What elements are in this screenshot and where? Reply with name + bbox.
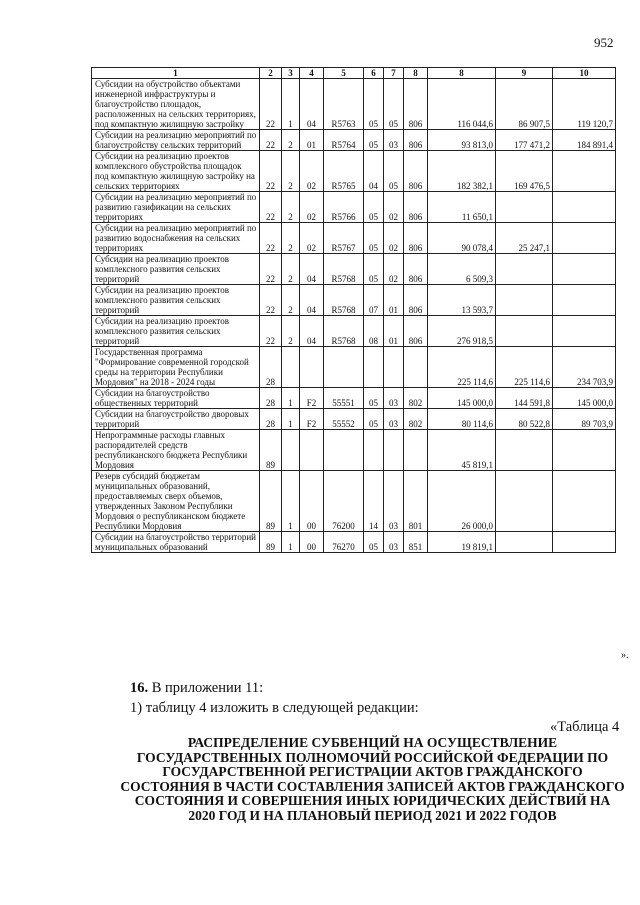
table-cell: 89	[260, 471, 282, 532]
table-cell: F2	[300, 409, 324, 430]
table-cell: 6 509,3	[428, 254, 496, 285]
row-label: Субсидии на обустройство объектами инженерной инфраструктуры и благоустройство площадок, расположенных на сельских территориях, под компактную жилищную застройку	[92, 79, 260, 130]
table-cell: 07	[364, 285, 384, 316]
column-header: 4	[300, 68, 324, 79]
table-cell: 225 114,6	[496, 347, 553, 388]
table-cell: 145 000,0	[553, 388, 616, 409]
table-cell: 05	[364, 532, 384, 553]
row-label: Субсидии на реализацию проектов комплексного обустройства площадок под компактную жилищную застройку на сельских территориях	[92, 151, 260, 192]
table-cell: 80 114,6	[428, 409, 496, 430]
table-cell: 234 703,9	[553, 347, 616, 388]
table-cell: 802	[404, 388, 428, 409]
table-cell: 05	[364, 254, 384, 285]
table-cell	[384, 430, 404, 471]
row-label: Непрограммные расходы главных распорядителей средств республиканского бюджета Республики Мордовия	[92, 430, 260, 471]
table-cell: 806	[404, 316, 428, 347]
table-cell: 184 891,4	[553, 130, 616, 151]
table-cell: R5764	[324, 130, 364, 151]
column-header: 2	[260, 68, 282, 79]
subparagraph-1: 1) таблицу 4 изложить в следующей редакции:	[130, 700, 419, 716]
table-cell: R5766	[324, 192, 364, 223]
table-cell: 851	[404, 532, 428, 553]
table-cell: 22	[260, 285, 282, 316]
table-cell: 76270	[324, 532, 364, 553]
table-cell: 806	[404, 151, 428, 192]
table-cell: 22	[260, 316, 282, 347]
table-cell: 2	[282, 254, 300, 285]
table-cell	[496, 532, 553, 553]
table-cell: 08	[364, 316, 384, 347]
table-cell: 55551	[324, 388, 364, 409]
table-cell: 169 476,5	[496, 151, 553, 192]
table-row	[92, 130, 616, 151]
row-label: Субсидии на реализацию проектов комплексного развития сельских территорий	[92, 285, 260, 316]
table-cell: 02	[384, 223, 404, 254]
table-cell: 86 907,5	[496, 79, 553, 130]
table-cell: 19 819,1	[428, 532, 496, 553]
column-header: 10	[553, 68, 616, 79]
table-cell	[282, 430, 300, 471]
table-cell	[553, 316, 616, 347]
table-cell: 04	[364, 151, 384, 192]
row-label: Субсидии на реализацию мероприятий по благоустройству сельских территорий	[92, 130, 260, 151]
table-cell: 22	[260, 192, 282, 223]
table-cell	[384, 347, 404, 388]
table-cell: 05	[384, 151, 404, 192]
table-cell: R5765	[324, 151, 364, 192]
table-cell: 90 078,4	[428, 223, 496, 254]
table-cell	[282, 347, 300, 388]
table-row	[92, 254, 616, 285]
table-cell: 04	[300, 316, 324, 347]
row-label: Субсидии на реализацию проектов комплексного развития сельских территорий	[92, 316, 260, 347]
table-cell: 04	[300, 79, 324, 130]
table-cell	[496, 316, 553, 347]
table-cell: 76200	[324, 471, 364, 532]
table-cell: 05	[364, 79, 384, 130]
table-cell: R5768	[324, 285, 364, 316]
table-cell: 1	[282, 471, 300, 532]
table-cell: 03	[384, 471, 404, 532]
table-row	[92, 471, 616, 532]
table-cell: 04	[300, 254, 324, 285]
table-cell	[553, 151, 616, 192]
table-cell: 02	[384, 192, 404, 223]
table-cell: 01	[384, 316, 404, 347]
table-cell: R5768	[324, 316, 364, 347]
row-label: Субсидии на благоустройство дворовых территорий	[92, 409, 260, 430]
row-label: Резерв субсидий бюджетам муниципальных образований, предоставляемых сверх объемов, утвержденных Законом Республики Мордовия о республиканском бюджете Республики Мордовия	[92, 471, 260, 532]
table-cell: 03	[384, 409, 404, 430]
table-cell: 802	[404, 409, 428, 430]
table-cell: 89 703,9	[553, 409, 616, 430]
table-cell: 2	[282, 192, 300, 223]
table-cell: 1	[282, 388, 300, 409]
table-cell: 806	[404, 192, 428, 223]
table-cell	[553, 254, 616, 285]
paragraph-16	[130, 680, 263, 697]
table-cell: 806	[404, 130, 428, 151]
table-cell: 2	[282, 151, 300, 192]
table-cell	[496, 285, 553, 316]
column-header: 5	[324, 68, 364, 79]
table-row	[92, 151, 616, 192]
column-header: 8	[404, 68, 428, 79]
column-header: 7	[384, 68, 404, 79]
table-cell: 2	[282, 316, 300, 347]
row-label: Субсидии на реализацию мероприятий по развитию газификации на сельских территориях	[92, 192, 260, 223]
table-cell	[404, 347, 428, 388]
table-cell: 22	[260, 254, 282, 285]
table-cell: 2	[282, 223, 300, 254]
table-cell: 801	[404, 471, 428, 532]
table-cell: 55552	[324, 409, 364, 430]
table-cell: 11 650,1	[428, 192, 496, 223]
table-cell: 225 114,6	[428, 347, 496, 388]
table-cell: 13 593,7	[428, 285, 496, 316]
table-cell: 00	[300, 532, 324, 553]
row-label: Государственная программа "Формирование современной городской среды на территории Республики Мордовия" на 2018 - 2024 годы	[92, 347, 260, 388]
column-header: 6	[364, 68, 384, 79]
table-cell: 05	[364, 130, 384, 151]
table-cell: 26 000,0	[428, 471, 496, 532]
table-cell: 145 000,0	[428, 388, 496, 409]
table-cell: 177 471,2	[496, 130, 553, 151]
table-row	[92, 79, 616, 130]
table-row	[92, 532, 616, 553]
table-cell: 28	[260, 347, 282, 388]
table-header-row	[92, 68, 616, 79]
column-header: 8	[428, 68, 496, 79]
table-cell: 28	[260, 388, 282, 409]
table-cell: 01	[300, 130, 324, 151]
table-cell	[364, 430, 384, 471]
table-cell: R5768	[324, 254, 364, 285]
page-number: 952	[594, 35, 614, 50]
table-cell: R5763	[324, 79, 364, 130]
table-cell	[324, 347, 364, 388]
table-cell	[553, 471, 616, 532]
table-cell	[300, 347, 324, 388]
document-title: РАСПРЕДЕЛЕНИЕ СУБВЕНЦИЙ НА ОСУЩЕСТВЛЕНИЕ ГОСУДАРСТВЕННЫХ ПОЛНОМОЧИЙ РОССИЙСКОЙ ФЕДЕРАЦИИ ПО ГОСУДАРСТВЕННОЙ РЕГИСТРАЦИИ АКТОВ ГРАЖДАНСКОГО СОСТОЯНИЯ В ЧАСТИ СОСТАВЛЕНИЯ ЗАПИСЕЙ АКТОВ ГРАЖДАНСКОГО СОСТОЯНИЯ И СОВЕРШЕНИЯ ИНЫХ ЮРИДИЧЕСКИХ ДЕЙСТВИЙ НА 2020 ГОД И НА ПЛАНОВЫЙ ПЕРИОД 2021 И 2022 ГОДОВ	[120, 735, 625, 823]
table-cell: 1	[282, 409, 300, 430]
closing-quote: ».	[621, 650, 629, 661]
table-cell: 05	[384, 79, 404, 130]
table-cell: 02	[300, 192, 324, 223]
table-cell: 05	[364, 409, 384, 430]
table-cell: 93 813,0	[428, 130, 496, 151]
table-cell: 22	[260, 151, 282, 192]
table-row	[92, 430, 616, 471]
paragraph-text: В приложении 11:	[148, 680, 264, 696]
table-cell: 01	[384, 285, 404, 316]
table-cell	[404, 430, 428, 471]
row-label: Субсидии на благоустройство общественных территорий	[92, 388, 260, 409]
table-row	[92, 388, 616, 409]
table-cell: 806	[404, 79, 428, 130]
table-cell: 89	[260, 430, 282, 471]
row-label: Субсидии на благоустройство территорий муниципальных образований	[92, 532, 260, 553]
table-cell: 25 247,1	[496, 223, 553, 254]
table-cell: 116 044,6	[428, 79, 496, 130]
table-cell: 05	[364, 223, 384, 254]
column-header: 3	[282, 68, 300, 79]
table-cell: 1	[282, 79, 300, 130]
table-cell	[496, 471, 553, 532]
table-cell: 119 120,7	[553, 79, 616, 130]
table-cell: 05	[364, 388, 384, 409]
table-cell	[553, 285, 616, 316]
table-cell: 1	[282, 532, 300, 553]
table-row	[92, 223, 616, 254]
table-row	[92, 409, 616, 430]
table-cell: 806	[404, 223, 428, 254]
table-cell: 14	[364, 471, 384, 532]
table-cell	[496, 192, 553, 223]
table-cell: 22	[260, 130, 282, 151]
table-cell: 144 591,8	[496, 388, 553, 409]
table-cell	[553, 532, 616, 553]
column-header: 1	[92, 68, 260, 79]
table-cell: 03	[384, 130, 404, 151]
table-row	[92, 285, 616, 316]
table-cell: R5767	[324, 223, 364, 254]
table-cell	[324, 430, 364, 471]
table-row	[92, 192, 616, 223]
table-cell: 02	[384, 254, 404, 285]
table-cell	[300, 430, 324, 471]
table-cell: 276 918,5	[428, 316, 496, 347]
table-cell: 2	[282, 285, 300, 316]
table-cell: 03	[384, 532, 404, 553]
table-cell: 89	[260, 532, 282, 553]
table-cell: 02	[300, 223, 324, 254]
table-cell	[364, 347, 384, 388]
table-cell	[553, 223, 616, 254]
column-header: 9	[496, 68, 553, 79]
table-cell: 22	[260, 79, 282, 130]
table-cell: 22	[260, 223, 282, 254]
table-cell	[496, 254, 553, 285]
table-row	[92, 316, 616, 347]
table-cell: F2	[300, 388, 324, 409]
table-cell	[553, 192, 616, 223]
table-cell: 02	[300, 151, 324, 192]
row-label: Субсидии на реализацию мероприятий по развитию водоснабжения на сельских территориях	[92, 223, 260, 254]
table-cell: 80 522,8	[496, 409, 553, 430]
table-cell: 28	[260, 409, 282, 430]
paragraph-number: 16.	[130, 680, 149, 696]
table-cell: 05	[364, 192, 384, 223]
table-cell: 2	[282, 130, 300, 151]
row-label: Субсидии на реализацию проектов комплексного развития сельских территорий	[92, 254, 260, 285]
table-cell: 806	[404, 254, 428, 285]
table-cell: 04	[300, 285, 324, 316]
table-reference: «Таблица 4	[550, 719, 620, 735]
table-cell: 03	[384, 388, 404, 409]
table-cell: 182 382,1	[428, 151, 496, 192]
table-cell: 806	[404, 285, 428, 316]
table-cell	[553, 430, 616, 471]
table-cell: 45 819,1	[428, 430, 496, 471]
table-cell: 00	[300, 471, 324, 532]
table-cell	[496, 430, 553, 471]
table-row	[92, 347, 616, 388]
budget-table	[91, 67, 616, 553]
